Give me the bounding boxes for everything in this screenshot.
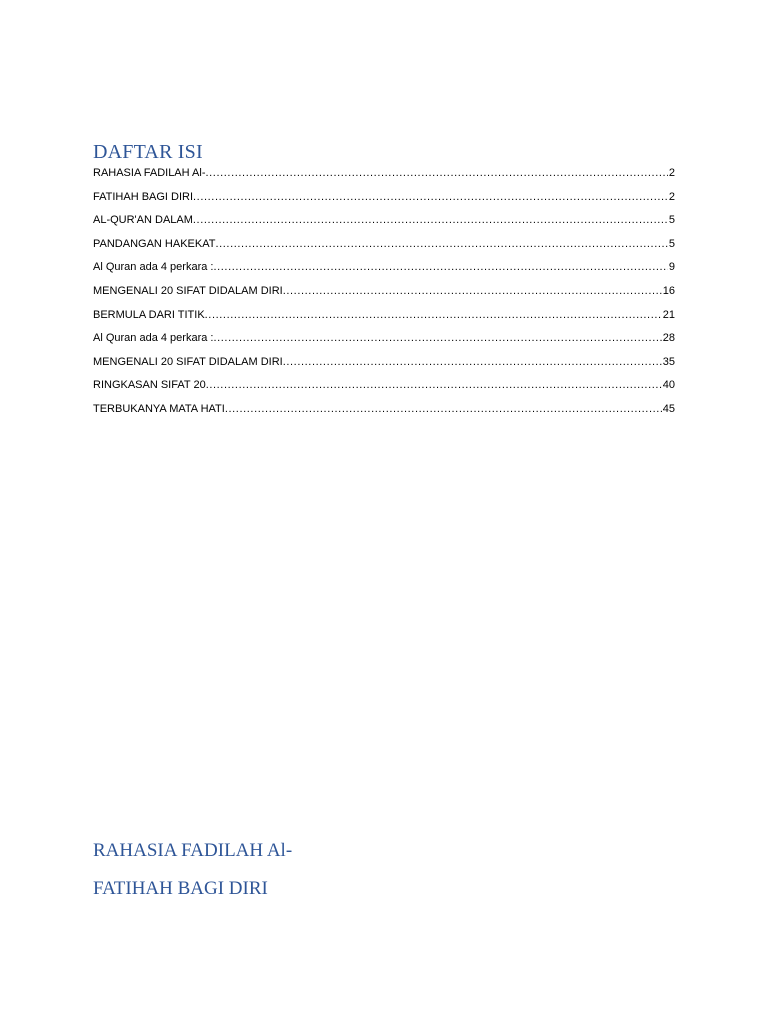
toc-entry-label: Al Quran ada 4 perkara : <box>93 332 214 345</box>
toc-entry[interactable] <box>93 188 675 212</box>
toc-entry[interactable] <box>93 164 675 188</box>
toc-entry[interactable] <box>93 258 675 282</box>
toc-dot-leader <box>215 235 667 253</box>
section-heading-rahasia: RAHASIA FADILAH Al- <box>93 840 293 861</box>
toc-entry-page: 40 <box>662 379 675 392</box>
toc-entry-label: FATIHAH BAGI DIRI <box>93 190 194 203</box>
toc-entry-label: RINGKASAN SIFAT 20 <box>93 379 206 392</box>
toc-dot-leader <box>283 282 662 300</box>
toc-entry[interactable] <box>93 306 675 330</box>
toc-dot-leader <box>205 306 662 324</box>
toc-entry-label: PANDANGAN HAKEKAT <box>93 237 216 250</box>
toc-entry-page: 2 <box>668 167 675 179</box>
toc-entry-label: Al Quran ada 4 perkara : <box>93 261 214 274</box>
toc-entry-label: RAHASIA FADILAH Al- <box>93 167 206 179</box>
toc-dot-leader <box>283 353 662 371</box>
toc-list <box>93 164 675 424</box>
toc-dot-leader <box>225 400 662 418</box>
toc-entry[interactable] <box>93 353 675 377</box>
toc-entry[interactable] <box>93 282 675 306</box>
toc-entry[interactable] <box>93 376 675 400</box>
toc-entry-label: TERBUKANYA MATA HATI <box>93 402 225 415</box>
toc-entry[interactable] <box>93 400 675 424</box>
toc-dot-leader <box>193 211 668 229</box>
toc-title: DAFTAR ISI <box>93 141 203 163</box>
toc-entry-label: AL-QUR'AN DALAM <box>93 214 193 227</box>
toc-entry-page: 28 <box>662 332 675 345</box>
toc-entry-label: BERMULA DARI TITIK <box>93 308 205 321</box>
toc-dot-leader <box>206 376 662 394</box>
toc-dot-leader <box>213 329 661 347</box>
toc-entry-page: 35 <box>662 355 675 368</box>
toc-dot-leader <box>213 258 667 276</box>
toc-entry-page: 9 <box>668 261 675 274</box>
toc-entry-page: 5 <box>668 237 675 250</box>
toc-entry[interactable] <box>93 235 675 259</box>
toc-dot-leader <box>205 164 667 182</box>
toc-entry-page: 2 <box>668 190 675 203</box>
toc-entry-page: 45 <box>662 402 675 415</box>
toc-entry-label: MENGENALI 20 SIFAT DIDALAM DIRI <box>93 355 283 368</box>
toc-entry-label: MENGENALI 20 SIFAT DIDALAM DIRI <box>93 284 283 297</box>
toc-dot-leader <box>193 188 668 206</box>
toc-entry[interactable] <box>93 211 675 235</box>
toc-entry-page: 21 <box>662 308 675 321</box>
section-heading-fatihah: FATIHAH BAGI DIRI <box>93 878 268 899</box>
toc-entry-page: 16 <box>662 284 675 297</box>
toc-entry-page: 5 <box>668 214 675 227</box>
toc-entry[interactable] <box>93 329 675 353</box>
